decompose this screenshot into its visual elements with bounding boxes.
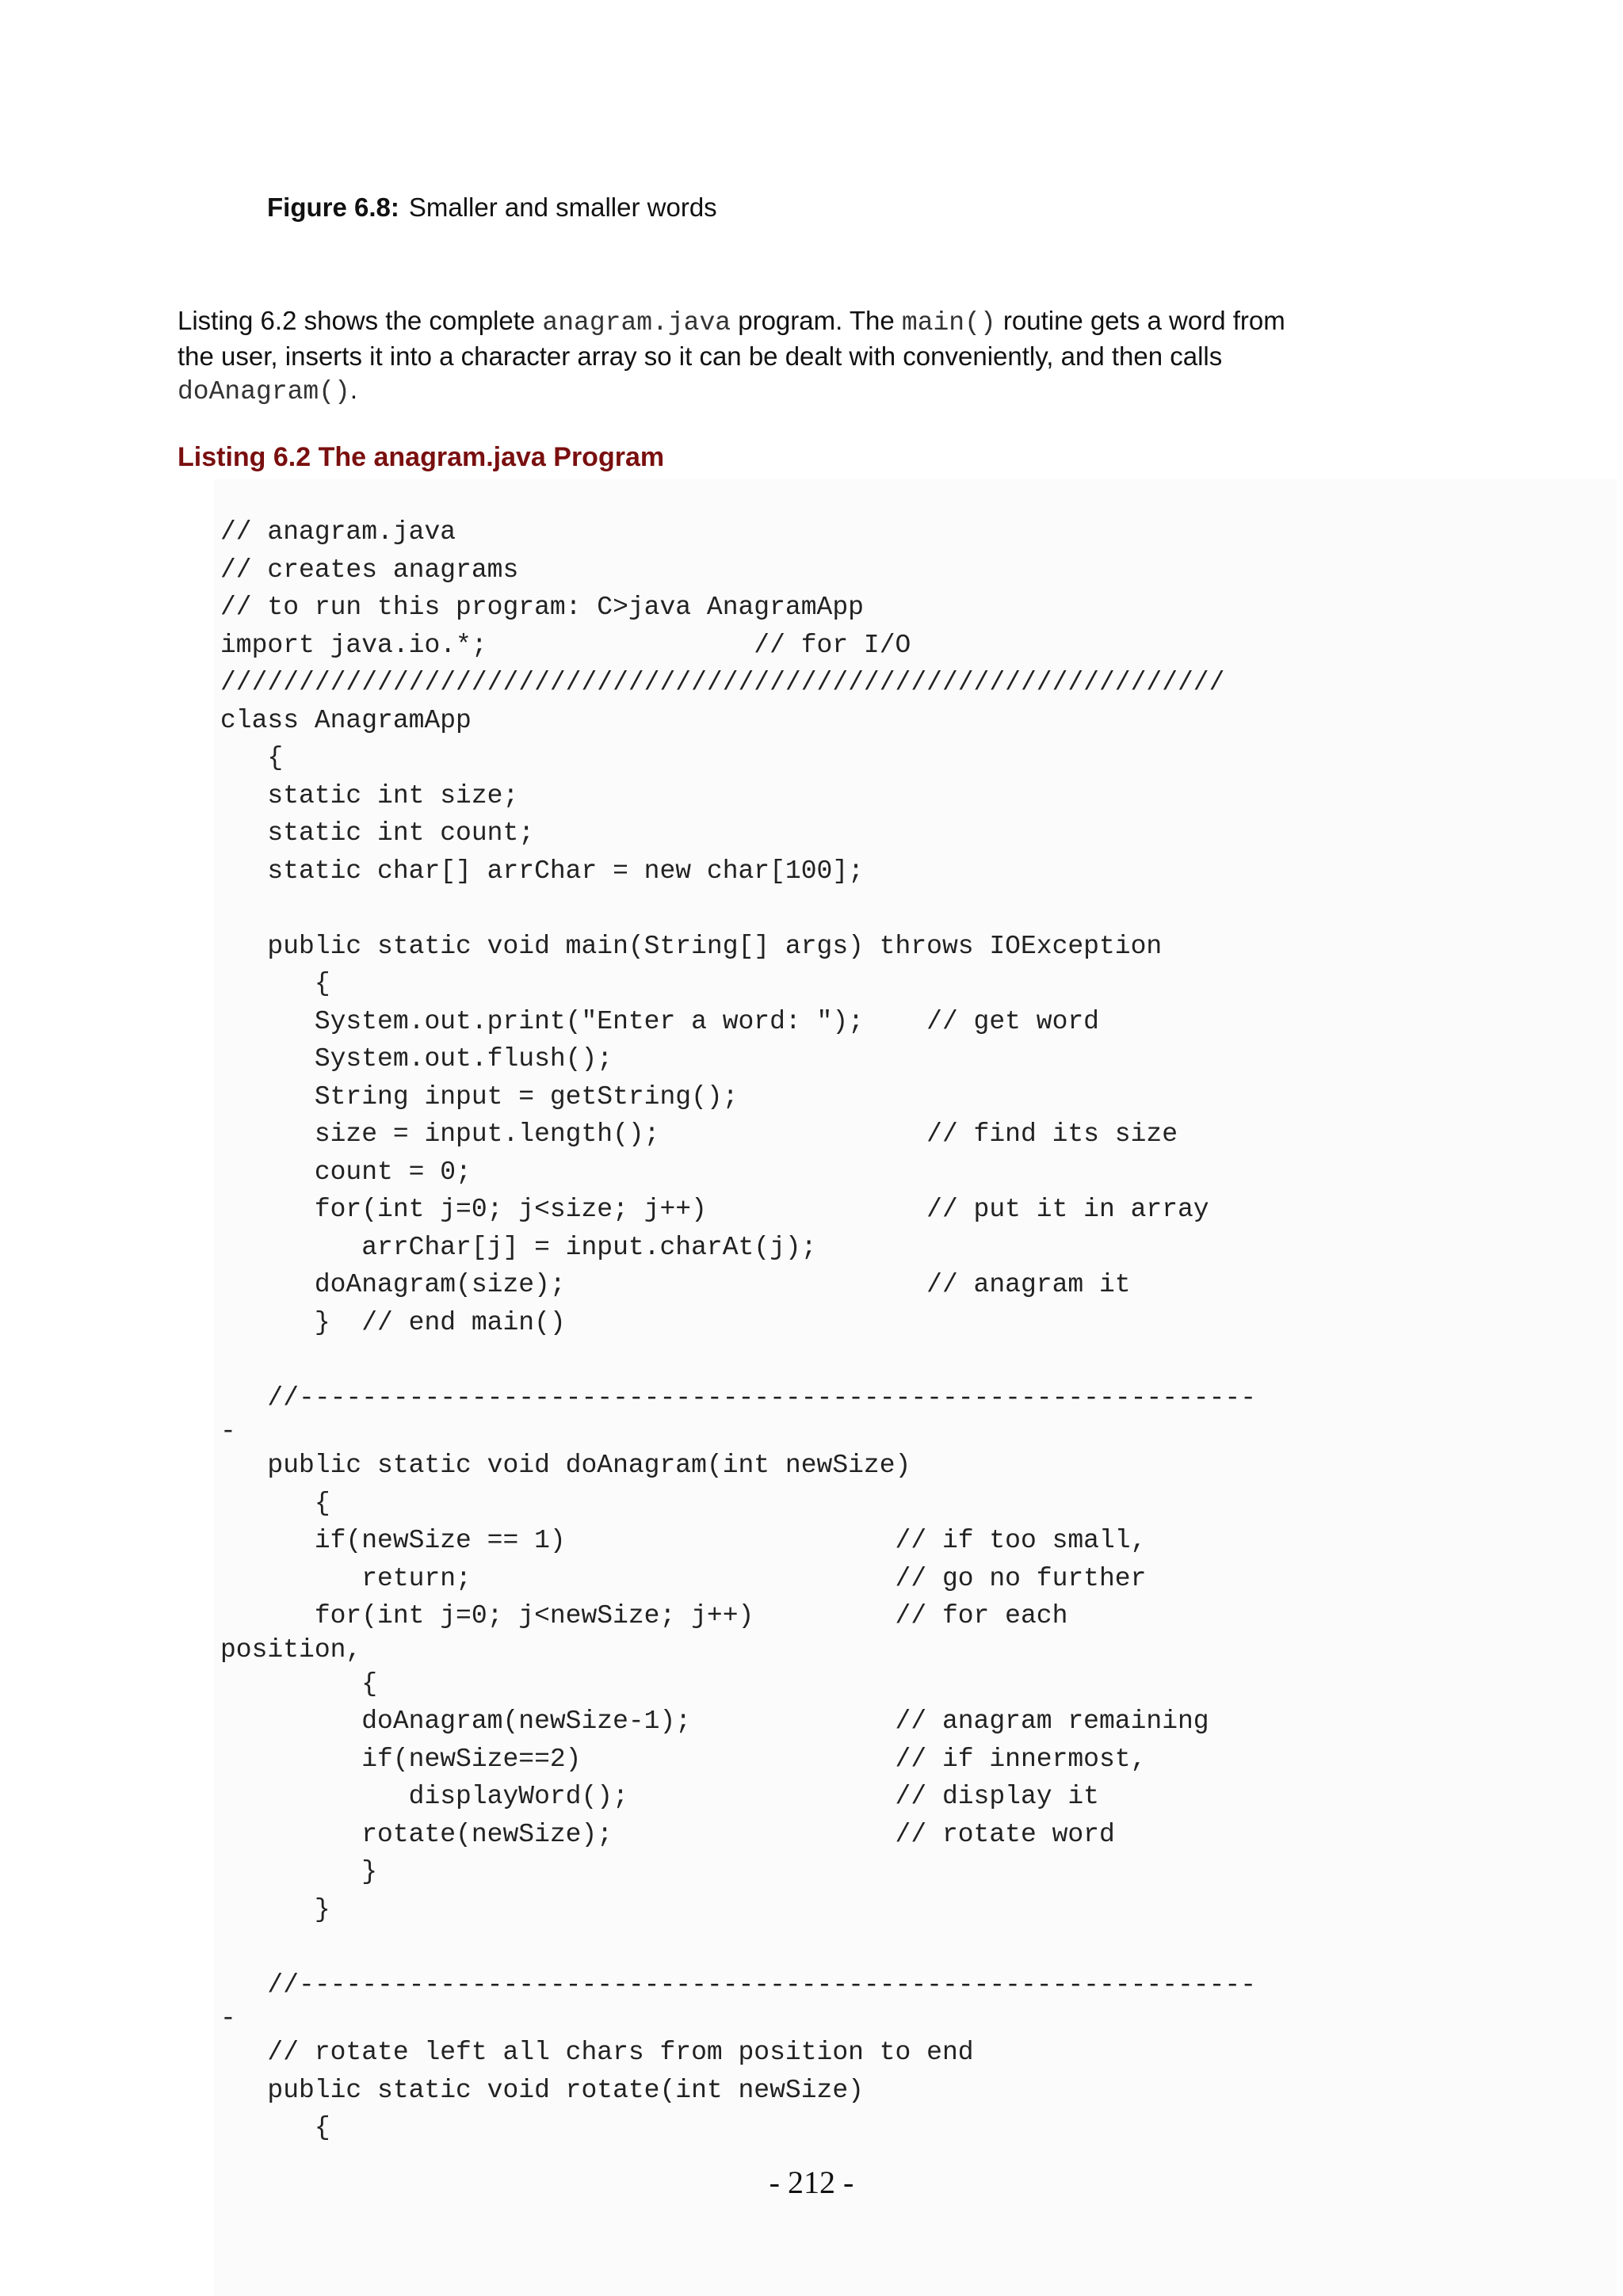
paragraph-text: program. The: [731, 306, 902, 335]
figure-caption-label: Figure 6.8:: [267, 193, 399, 222]
code-line: [220, 1928, 1256, 1966]
code-line: public static void doAnagram(int newSize): [220, 1451, 911, 1480]
code-line: }: [220, 1857, 378, 1886]
code-line: public static void main(String[] args) throws IOException: [220, 931, 1163, 961]
code-line: {: [220, 743, 284, 772]
code-line: [220, 1341, 1256, 1379]
code-line: class AnagramApp: [220, 705, 472, 735]
code-line: static char[] arrChar = new char[100];: [220, 856, 864, 886]
code-line: size = input.length(); // find its size: [220, 1119, 1178, 1149]
code-line: return; // go no further: [220, 1563, 1147, 1593]
inline-code-filename: anagram.java: [542, 308, 731, 338]
code-line: doAnagram(newSize-1); // anagram remaining: [220, 1707, 1209, 1736]
code-line: }: [220, 1894, 330, 1924]
inline-code-main: main(): [901, 308, 996, 338]
code-line: // to run this program: C>java AnagramApp: [220, 593, 864, 622]
code-line: displayWord(); // display it: [220, 1782, 1099, 1811]
code-line: rotate(newSize); // rotate word: [220, 1819, 1115, 1849]
code-line: static int count;: [220, 818, 535, 848]
code-line: ////////////////////////////////////////////////////////////////: [220, 668, 1225, 697]
code-line: System.out.print("Enter a word: "); // get word: [220, 1006, 1099, 1036]
code-line: {: [220, 1669, 378, 1699]
code-line: {: [220, 2113, 330, 2142]
intro-paragraph: [178, 304, 1287, 409]
code-line: static int size;: [220, 780, 519, 810]
code-line: if(newSize == 1) // if too small,: [220, 1526, 1147, 1555]
code-line: for(int j=0; j<newSize; j++) // for each: [220, 1601, 1068, 1630]
paragraph-text: Listing 6.2 shows the complete: [178, 306, 543, 335]
page-number: - 212 -: [769, 2164, 854, 2200]
code-line: arrChar[j] = input.charAt(j);: [220, 1232, 817, 1262]
code-line: String input = getString();: [220, 1081, 739, 1112]
paragraph-text: routine gets a word from the user, inserts it into a character array so it can be dealt with conveniently, and then calls: [178, 306, 1285, 371]
code-line: // anagram.java: [220, 517, 456, 547]
code-line: //-------------------------------------------------------------: [220, 1970, 1257, 2000]
code-line: -: [220, 1417, 236, 1446]
paragraph-text: .: [349, 375, 358, 404]
code-line: for(int j=0; j<size; j++) // put it in array: [220, 1195, 1209, 1224]
code-line: // rotate left all chars from position to end: [220, 2038, 974, 2067]
code-line: } // end main(): [220, 1307, 566, 1337]
code-line: count = 0;: [220, 1157, 472, 1187]
code-line: import java.io.*; // for I/O: [220, 630, 911, 660]
code-line: {: [220, 1488, 330, 1518]
code-line: {: [220, 969, 330, 998]
code-line: position,: [220, 1634, 362, 1665]
code-line: public static void rotate(int newSize): [220, 2075, 864, 2105]
inline-code-doanagram: doAnagram(): [178, 377, 350, 406]
listing-title: Listing 6.2 The anagram.java Program: [178, 442, 665, 472]
code-line: doAnagram(size); // anagram it: [220, 1270, 1131, 1299]
code-line: if(newSize==2) // if innermost,: [220, 1744, 1147, 1774]
code-line: // creates anagrams: [220, 555, 519, 585]
code-listing: [220, 513, 1256, 2147]
code-line: -: [220, 2004, 236, 2033]
figure-caption-text: Smaller and smaller words: [408, 193, 717, 222]
figure-caption: [267, 190, 717, 225]
code-line: [220, 890, 1256, 928]
code-line: //-------------------------------------------------------------: [220, 1383, 1257, 1413]
code-line: System.out.flush();: [220, 1044, 613, 1074]
